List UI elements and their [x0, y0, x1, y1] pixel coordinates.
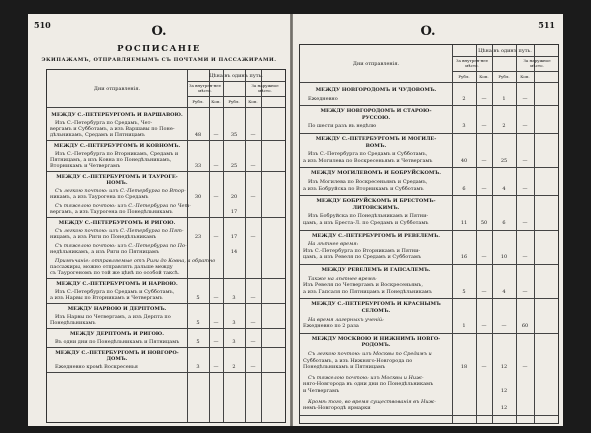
page-letter-left: O.	[151, 24, 167, 39]
price-value: 1	[502, 95, 506, 102]
row-divider	[47, 217, 285, 218]
route-heading: МЕЖДУ С.-ПЕТЕРБУРГОМЪ И ТАУРОГЕ-	[56, 174, 178, 180]
schedule-text: Съ легкою почтою: изъ Москвы по Средамъ и	[308, 351, 432, 357]
price-value: 18	[460, 364, 468, 371]
price-value: —	[213, 234, 219, 240]
price-value: 25	[500, 157, 508, 164]
route-heading: МЕЖДУ НОВГОРОДОМЪ И ЧУДОВОМЪ.	[315, 87, 437, 93]
row-divider	[300, 105, 558, 106]
schedule-text: Съ тяжелою почтою: изъ С.-Петербурга по Чет-	[55, 203, 191, 209]
route-heading: МЕЖДУ МОСКВОЮ И НИЖНИМЪ НОВГО-	[311, 335, 441, 342]
route-heading: МЕЖДУ НОВГОРОДОМЪ И СТАРОЮ-	[320, 108, 432, 115]
schedule-text: Изъ Бобруйска по Понедѣльникамъ и Пятни-	[308, 213, 429, 220]
header-days: Дни отправленія.	[352, 61, 400, 67]
row-divider	[47, 171, 285, 172]
schedule-text: По шести разъ въ недѣлю	[308, 123, 377, 130]
schedule-text: немъ-Новгородѣ ярмарки	[303, 405, 371, 412]
schedule-table-left	[46, 69, 286, 423]
schedule-text: Съ легкою почтою: изъ С.-Петербурга по Втор-	[55, 188, 186, 194]
schedule-text: Понедѣльникамъ и Пятницамъ	[303, 364, 386, 371]
price-value: 3	[196, 364, 200, 370]
schedule-text: дѣльникамъ, Средамъ и Пятницамъ	[50, 132, 145, 138]
schedule-text: Изъ С.-Петербурга по Средамъ и Субботамъ,	[55, 289, 175, 295]
price-value: —	[250, 132, 256, 138]
price-value: —	[213, 295, 219, 301]
price-value: —	[250, 320, 256, 326]
schedule-text: а изъ Бобруйска по Вторникамъ и Субботамъ	[303, 185, 424, 192]
price-value: 25	[230, 163, 238, 169]
row-divider	[300, 230, 558, 231]
price-value: 12	[500, 388, 508, 394]
price-value: 50	[480, 220, 488, 226]
price-value: —	[481, 95, 487, 102]
schedule-text: На лѣтнее время:	[308, 241, 359, 248]
route-heading: МЕЖДУ С.-ПЕТЕРБУРГОМЪ И КОВНОМЪ.	[53, 143, 181, 149]
price-value: 1	[462, 323, 466, 330]
route-heading: МЕЖДУ ДЕРПТОМЪ И РИГОЮ.	[70, 331, 164, 337]
route-heading: МЕЖДУ БОБРУЙСКОМЪ И БРЕСТОМЪ-	[316, 198, 436, 205]
document-title: РОСПИСАНІЕ	[117, 44, 201, 54]
route-heading: МЕЖДУ РЕВЕЛЕМЪ И ГАПСАЛЕМЪ.	[321, 267, 431, 273]
route-heading: НОМЪ.	[106, 180, 128, 186]
price-value: 3	[232, 320, 236, 326]
schedule-text: цамъ, а изъ Бреста-Л. по Средамъ и Субботамъ	[303, 220, 429, 226]
route-heading: МЕЖДУ С.-ПЕТЕРБУРГОМЪ И РИГОЮ.	[58, 220, 176, 226]
schedule-text: няго-Новгорода въ одни дни по Понедѣльникамъ	[303, 381, 434, 388]
price-value: 2	[232, 364, 236, 370]
schedule-text: вергамъ и Субботамъ, а изъ Варшавы по Поне-	[50, 126, 175, 132]
page-letter-right: O.	[420, 24, 436, 39]
schedule-text: Субботамъ, а изъ Нижняго-Новгорода по	[303, 357, 413, 364]
price-value: —	[250, 194, 256, 200]
schedule-text: Изъ Ревеля по Четвергамъ и Воскресеньямъ,	[303, 282, 423, 289]
route-heading: МЕЖДУ С.-ПЕТЕРБУРГОМЪ И МОГИЛЕ-	[315, 136, 437, 142]
price-value: —	[522, 123, 528, 130]
schedule-text: Понедѣльникамъ	[50, 320, 96, 326]
header-kop: Коп.	[520, 74, 530, 79]
row-divider	[300, 333, 558, 334]
route-heading: ДОМЪ.	[106, 356, 128, 362]
schedule-text: Пятницамъ, а изъ Ковна по Понедѣльникамъ,	[50, 157, 172, 163]
schedule-text: Кромѣ того, во время существованія въ Ниж-	[308, 398, 436, 405]
price-value: —	[522, 220, 528, 226]
price-value: 6	[462, 185, 466, 192]
route-heading: МЕЖДУ С.-ПЕТЕРБУРГОМЪ И КРАСНЫМЪ	[311, 301, 441, 308]
price-value: 5	[196, 295, 200, 301]
header-rub: Рубл.	[458, 74, 470, 79]
page-number-left: 510	[34, 20, 51, 30]
price-value: 10	[500, 254, 508, 261]
price-value: —	[213, 339, 219, 345]
row-divider	[47, 347, 285, 348]
price-value: 17	[230, 234, 238, 240]
route-heading: МЕЖДУ С.-ПЕТЕРБУРГОМЪ И ВАРШАВОЮ.	[51, 112, 183, 118]
price-value: —	[522, 185, 528, 192]
schedule-text: цамъ, а изъ Ревеля по Средамъ и Субботамъ	[303, 254, 422, 261]
price-value: —	[481, 323, 487, 330]
price-value: 12	[500, 405, 508, 412]
schedule-text: Изъ Нарвы по Четвергамъ, а изъ Дерпта по	[55, 314, 171, 320]
left-page	[28, 14, 290, 426]
price-value: —	[481, 254, 487, 261]
schedule-text: Изъ С.-Петербурга по Средамъ, Чет-	[55, 120, 153, 126]
schedule-text: Съ легкою почтою: изъ С.-Петербурга по Пят-	[55, 228, 184, 234]
price-value: —	[481, 364, 487, 371]
schedule-text: Ежедневно по 2 раза	[303, 323, 359, 330]
schedule-text: ницамъ, а изъ Риги по Понедѣльникамъ	[50, 234, 157, 240]
price-value: —	[250, 339, 256, 345]
route-heading: МЕЖДУ С.-ПЕТЕРБУРГОМЪ И РЕВЕЛЕМЪ.	[311, 232, 441, 239]
schedule-text: Также на лѣтнее время:	[308, 275, 377, 282]
schedule-text: На время лагерныхъ ученій:	[308, 316, 384, 323]
price-value: 5	[196, 339, 200, 345]
route-heading: МЕЖДУ С.-ПЕТЕРБУРГОМЪ И НАРВОЮ.	[56, 281, 178, 287]
row-divider	[300, 167, 558, 168]
row-divider	[300, 415, 558, 416]
route-heading: РОДОМЪ.	[361, 342, 391, 349]
price-value: 2	[502, 123, 506, 130]
price-value: —	[250, 163, 256, 169]
price-value: —	[481, 288, 487, 295]
header-kop: Коп.	[211, 99, 221, 104]
route-heading: МЕЖДУ С.-ПЕТЕРБУРГОМЪ И НОВГОРО-	[55, 350, 179, 356]
schedule-text: Въ одни дни по Понедѣльникамъ и Пятницамъ	[55, 339, 180, 345]
price-value: —	[501, 323, 507, 330]
header-inside: За внутрен-нее мѣсто.	[456, 58, 488, 68]
price-value: 5	[196, 320, 200, 326]
price-value: —	[522, 157, 528, 164]
route-heading: ВОМЪ.	[365, 142, 387, 149]
price-value: 3	[462, 123, 466, 130]
price-value: 3	[232, 295, 236, 301]
price-value: 11	[460, 220, 468, 226]
schedule-text: Изъ С.-Петербурга по Средамъ и Субботамъ,	[308, 151, 428, 158]
price-value: 48	[194, 132, 202, 138]
price-value: —	[250, 295, 256, 301]
price-value: —	[522, 254, 528, 261]
price-value: —	[250, 234, 256, 240]
row-divider	[47, 278, 285, 279]
document-subtitle: ЭКИПАЖАМЪ, ОТПРАВЛЯЕМЫМЪ СЪ ПОЧТАМИ И ПАССАЖИРАМИ.	[41, 57, 277, 63]
row-divider	[300, 264, 558, 265]
route-heading: ЛИТОВСКИМЪ.	[352, 204, 400, 211]
price-value: —	[213, 163, 219, 169]
price-value: 35	[230, 132, 238, 138]
header-price: Цѣна въ одинъ путь.	[209, 73, 263, 79]
header-outside: За наружное мѣсто.	[523, 58, 551, 68]
schedule-text: Примѣчаніе: отправляемые отъ Риги до Ковна, а обратно	[55, 258, 216, 264]
schedule-text: никамъ, а изъ Таурогена по Средамъ	[50, 194, 149, 200]
schedule-text: Изъ С.-Петербурга по Вторникамъ, Средамъ и	[55, 151, 179, 157]
schedule-text: вергамъ, а изъ Таурогена по Понедѣльникамъ	[50, 209, 173, 215]
schedule-text: Вторникамъ и Четвергамъ	[50, 163, 121, 169]
row-divider	[47, 140, 285, 141]
schedule-text: Изъ Могилева по Воскресеньямъ и Средамъ,	[308, 179, 428, 185]
row-divider	[47, 328, 285, 329]
schedule-text: Съ тяжелою почтою: изъ Москвы и Ниж-	[308, 374, 424, 381]
header-kop: Коп.	[248, 99, 258, 104]
page-number-right: 511	[538, 20, 555, 30]
price-value: —	[481, 157, 487, 164]
schedule-text: а изъ Гапсаля по Пятницамъ и Понедѣльникамъ	[303, 288, 432, 295]
price-value: 23	[194, 234, 202, 240]
route-heading: СЕЛОМЪ.	[361, 308, 391, 314]
price-value: —	[213, 320, 219, 326]
price-value: 60	[521, 323, 529, 330]
price-value: —	[213, 364, 219, 370]
schedule-table-right	[299, 44, 559, 424]
price-value: 6	[502, 220, 506, 226]
price-value: 16	[460, 254, 468, 261]
schedule-text: Съ тяжелою почтою: изъ С.-Петербурга по По-	[55, 243, 187, 249]
price-value: 40	[460, 157, 468, 164]
right-page	[293, 14, 563, 426]
schedule-text: Ежедневно кромѣ Воскресенья	[55, 364, 138, 370]
price-value: 2	[462, 95, 466, 102]
header-price: Цѣна въ одинъ путь.	[478, 48, 532, 54]
row-divider	[300, 298, 558, 299]
schedule-text: а изъ Нарвы по Вторникамъ и Четвергамъ	[50, 295, 163, 301]
price-value: 14	[230, 249, 238, 255]
price-value: 20	[230, 194, 238, 200]
header-days: Дни отправленія.	[93, 86, 141, 92]
price-value: —	[522, 364, 528, 371]
route-heading: МЕЖДУ НАРВОЮ И ДЕРПТОМЪ.	[67, 306, 167, 312]
schedule-text: недѣльникамъ, а изъ Риги по Пятницамъ	[50, 249, 160, 255]
header-inside: За внутрен-нее мѣсто.	[189, 83, 221, 93]
row-divider	[300, 133, 558, 134]
route-heading: МЕЖДУ МОГИЛЕВОМЪ И БОБРУЙСКОМЪ.	[311, 170, 441, 177]
schedule-text: а изъ Могилева по Воскресеньямъ и Четвергамъ	[303, 157, 433, 164]
price-value: —	[213, 132, 219, 138]
price-value: 3	[232, 339, 236, 345]
header-outside: За наружное мѣсто.	[251, 83, 279, 93]
header-rub: Рубл.	[228, 99, 240, 104]
price-value: —	[250, 364, 256, 370]
schedule-text: и Четвергамъ	[303, 388, 340, 394]
header-kop: Коп.	[479, 74, 489, 79]
header-rub: Рубл.	[192, 99, 204, 104]
schedule-text: съ Таурогеномъ по той же цѣнѣ по особой таксѣ.	[50, 270, 180, 276]
schedule-text: Ежедневно	[308, 95, 338, 102]
price-value: —	[481, 185, 487, 192]
price-value: —	[481, 123, 487, 130]
schedule-text: Изъ С.-Петербурга по Вторникамъ и Пятни-	[303, 247, 421, 254]
row-divider	[47, 372, 285, 373]
price-value: —	[522, 288, 528, 295]
price-value: —	[213, 194, 219, 200]
row-divider	[300, 195, 558, 196]
price-value: 4	[502, 185, 506, 192]
price-value: 33	[194, 163, 202, 169]
route-heading: РУССОЮ.	[361, 114, 391, 121]
price-value: 30	[194, 194, 202, 200]
price-value: 17	[230, 209, 238, 215]
schedule-text: пассажиры, можно отправлять дальше между	[50, 264, 173, 270]
price-value: 12	[500, 364, 508, 371]
price-value: 4	[502, 288, 506, 295]
price-value: —	[522, 95, 528, 102]
price-value: 5	[462, 288, 466, 295]
row-divider	[47, 303, 285, 304]
header-rub: Рубл.	[498, 74, 510, 79]
